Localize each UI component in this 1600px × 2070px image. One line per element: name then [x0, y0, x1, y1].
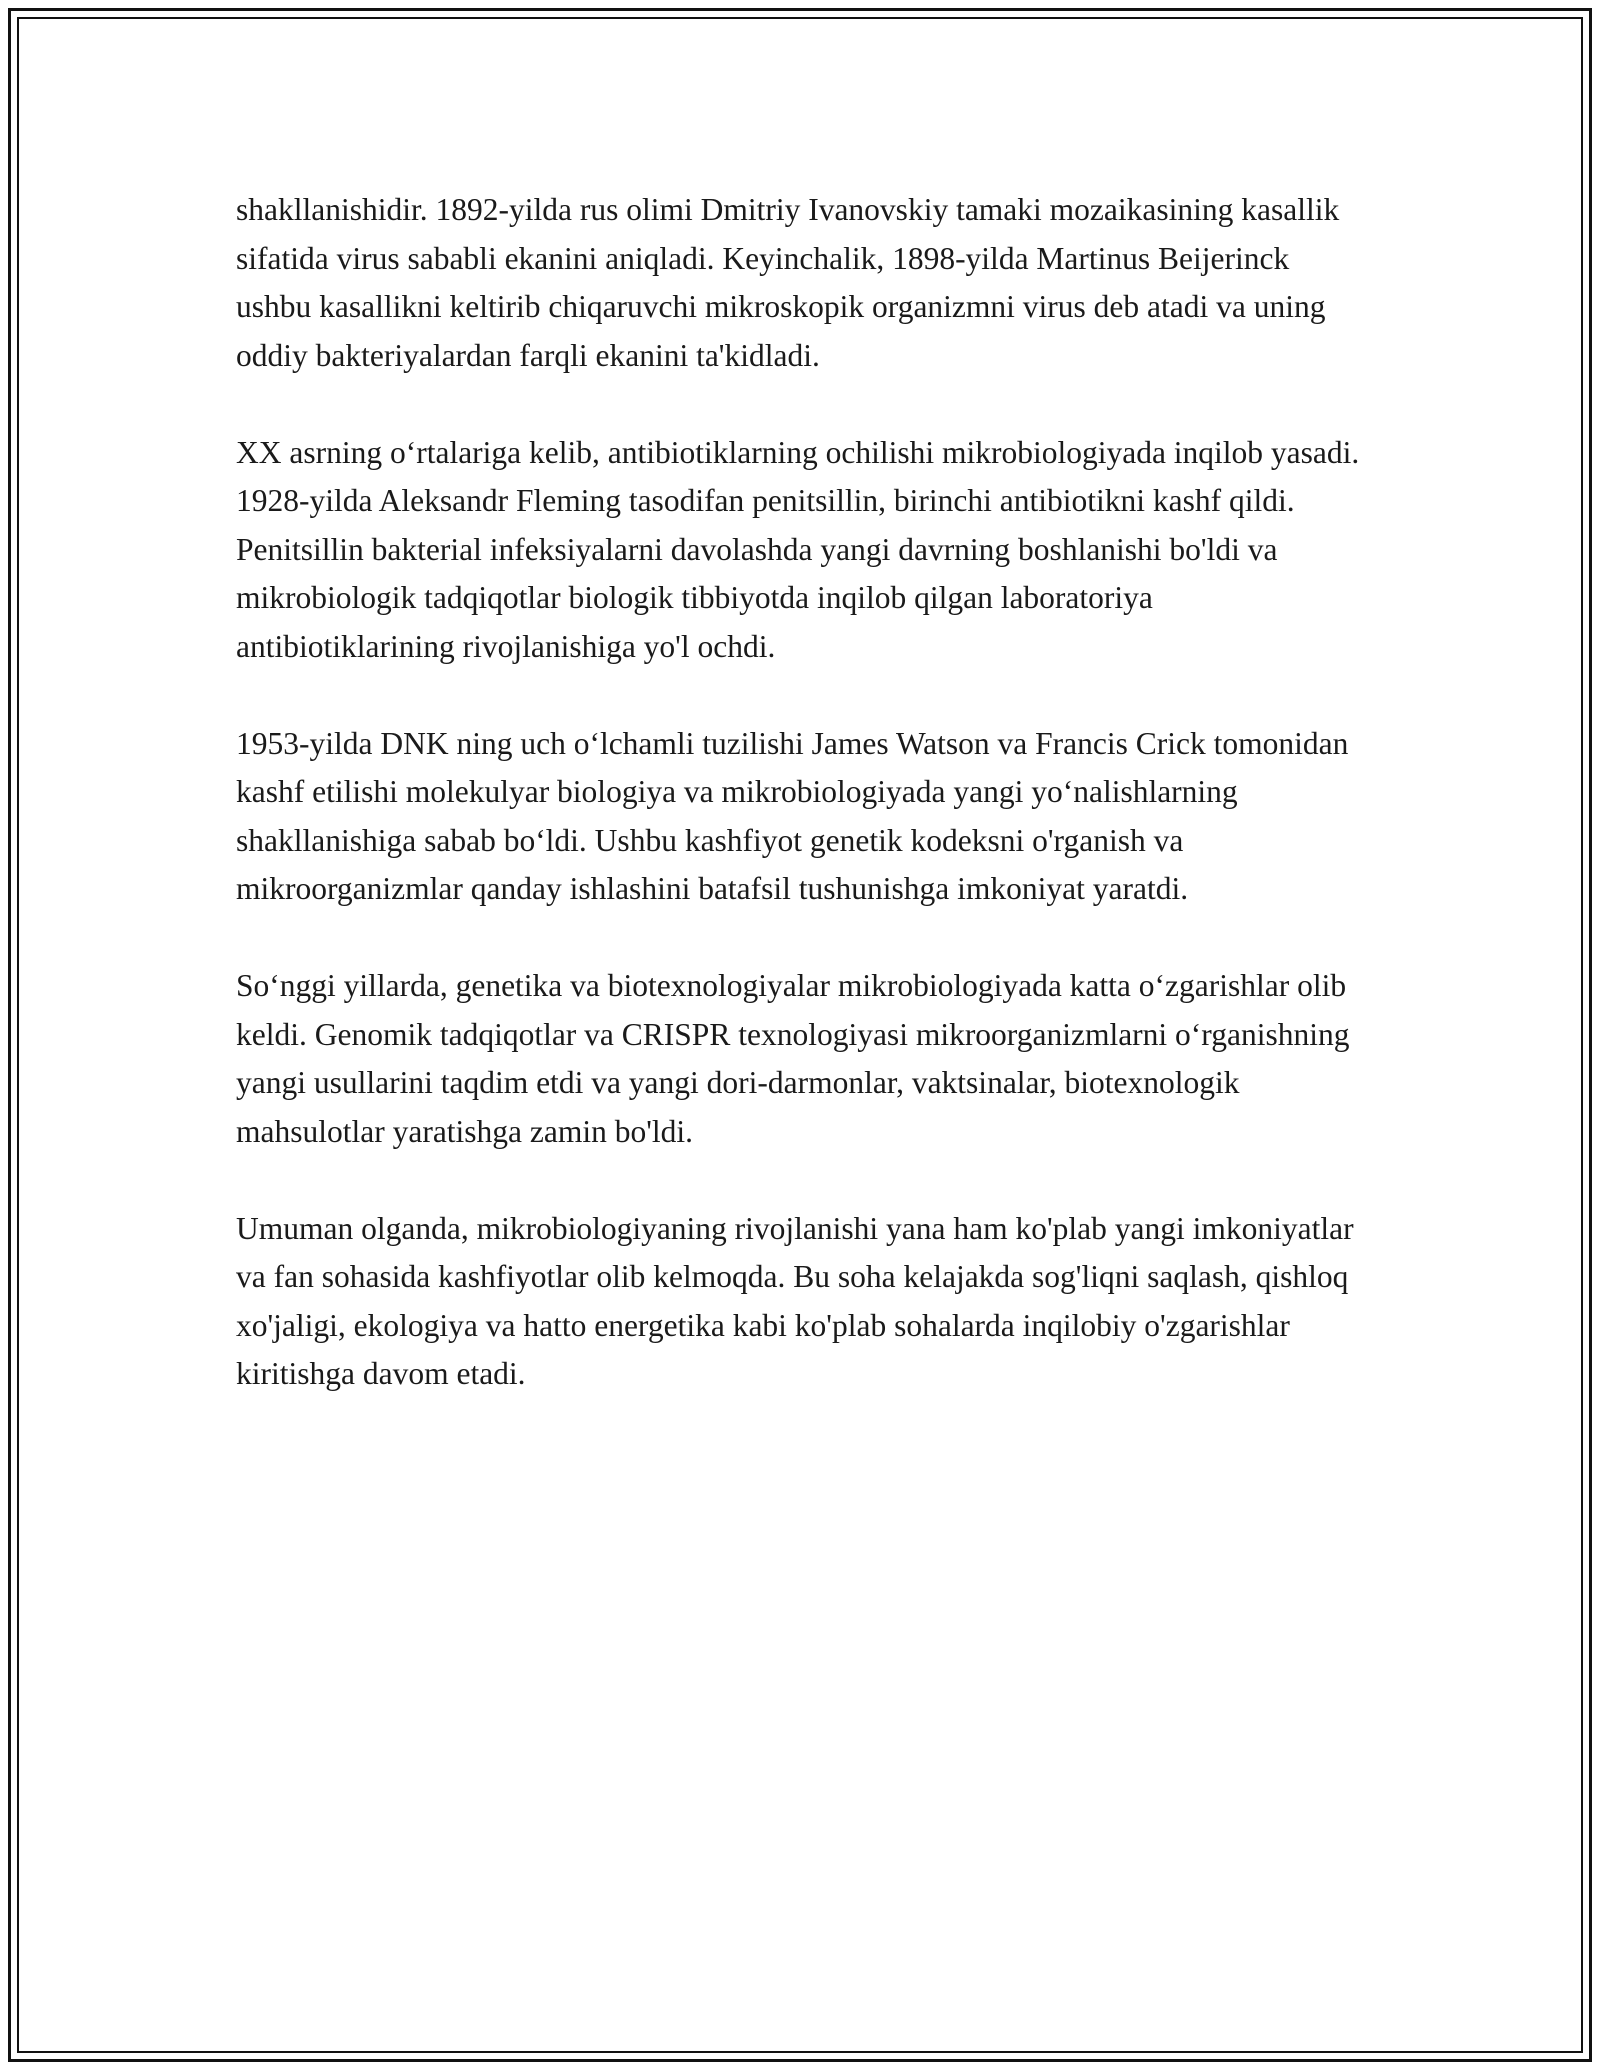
paragraph-1: shakllanishidir. 1892-yilda rus olimi Dmitriy Ivanovskiy tamaki mozaikasining kasallik sifatida virus sababli ekanini aniqladi. Keyinchalik, 1898-yilda Martinus Beijerinck ushbu kasallikni keltirib chiqaruvchi mikroskopik organizmni virus deb atadi va uning oddiy bakteriyalardan farqli ekanini ta'kidladi.: [236, 192, 1340, 373]
paragraph-5: Umuman olganda, mikrobiologiyaning rivojlanishi yana ham ko'plab yangi imkoniyatlar va fan sohasida kashfiyotlar olib kelmoqda. Bu soha kelajakda sog'liqni saqlash, qishloq xo'jaligi, ekologiya va hatto energetika kabi ko'plab sohalarda inqilobiy o'zgarishlar kiritishga davom etadi.: [236, 1210, 1354, 1391]
paragraph-4: So‘nggi yillarda, genetika va biotexnologiyalar mikrobiologiyada katta o‘zgarishlar olib keldi. Genomik tadqiqotlar va CRISPR texnologiyasi mikroorganizmlarni o‘rganishning yangi usullarini taqdim etdi va yangi dori-darmonlar, vaktsinalar, biotexnologik mahsulotlar yaratishga zamin bo'ldi.: [236, 968, 1350, 1149]
paragraph-3: 1953-yilda DNK ning uch o‘lchamli tuzilishi James Watson va Francis Crick tomonidan kashf etilishi molekulyar biologiya va mikrobiologiyada yangi yo‘nalishlarning shakllanishiga sabab bo‘ldi. Ushbu kashfiyot genetik kodeksni o'rganish va mikroorganizmlar qanday ishlashini batafsil tushunishga imkoniyat yaratdi.: [236, 725, 1349, 906]
paragraph-2: XX asrning o‘rtalariga kelib, antibiotiklarning ochilishi mikrobiologiyada inqilob yasadi. 1928-yilda Aleksandr Fleming tasodifan penitsillin, birinchi antibiotikni kashf qildi. Penitsillin bakterial infeksiyalarni davolashda yangi davrning boshlanishi bo'ldi va mikrobiologik tadqiqotlar biologik tibbiyotda inqilob qilgan laboratoriya antibiotiklarining rivojlanishiga yo'l ochdi.: [236, 434, 1360, 664]
document-body: [236, 186, 1366, 1447]
